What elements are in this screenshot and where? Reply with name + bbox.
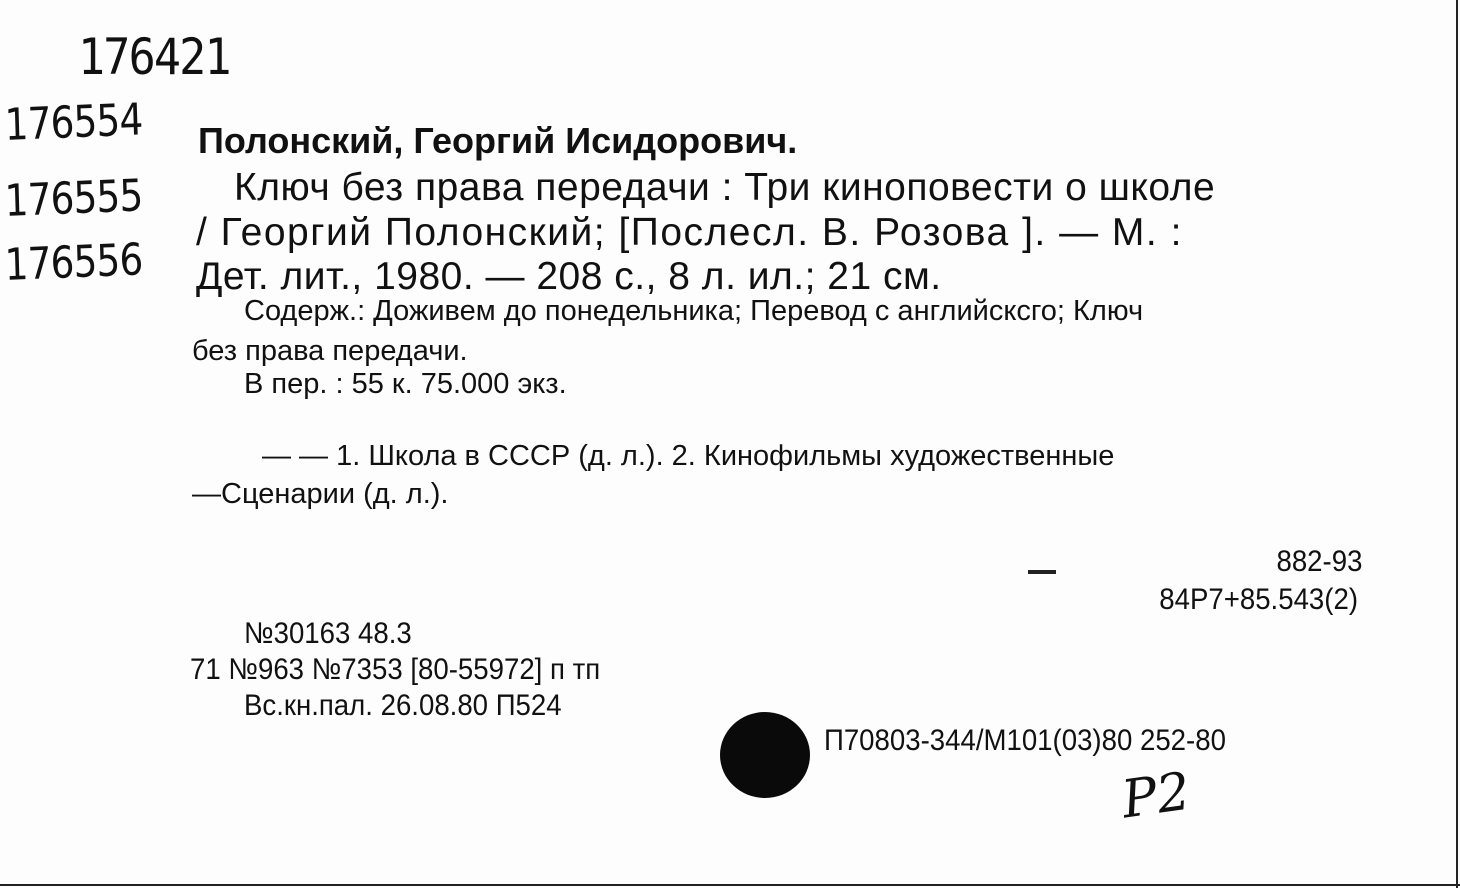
publication-line-3: Вс.кн.пал. 26.08.80 П524 [244, 689, 562, 722]
contents-line-1: Содерж.: Доживем до понедельника; Перевод с английсксго; Ключ [244, 295, 1144, 327]
inventory-number: 176421 [78, 28, 230, 86]
dash-mark [1028, 570, 1056, 574]
publisher-code: П70803-344/М101(03)80 252-80 [824, 724, 1226, 757]
handwritten-number-3: 176556 [4, 234, 144, 291]
punch-hole [720, 712, 810, 798]
handwritten-number-2: 176555 [4, 170, 144, 227]
subject-line-1: — — 1. Школа в СССР (д. л.). 2. Кинофильмы художественные [262, 440, 1115, 472]
classification-code-2: 84Р7+85.543(2) [1159, 583, 1358, 616]
title-line-3: Дет. лит., 1980. — 208 с., 8 л. ил.; 21 см. [196, 255, 942, 298]
card-bottom-border [0, 884, 1460, 886]
handwritten-initials: Р2 [1118, 761, 1194, 831]
classification-code-1: 882-93 [1276, 545, 1362, 578]
card-right-border [1456, 0, 1458, 888]
author-heading: Полонский, Георгий Исидорович. [198, 120, 798, 161]
publication-line-2: 71 №963 №7353 [80-55972] п тп [190, 653, 601, 686]
contents-line-2: без права передачи. [192, 335, 468, 367]
title-line-1: Ключ без права передачи : Три киноповести о школе [234, 166, 1216, 209]
title-line-2: / Георгий Полонский; [Послесл. В. Розова ]. — М. : [196, 211, 1183, 254]
price-line: В пер. : 55 к. 75.000 экз. [244, 368, 567, 400]
handwritten-number-1: 176554 [4, 94, 144, 151]
subject-line-2: —Сценарии (д. л.). [192, 478, 449, 510]
publication-line-1: №30163 48.3 [244, 617, 412, 650]
